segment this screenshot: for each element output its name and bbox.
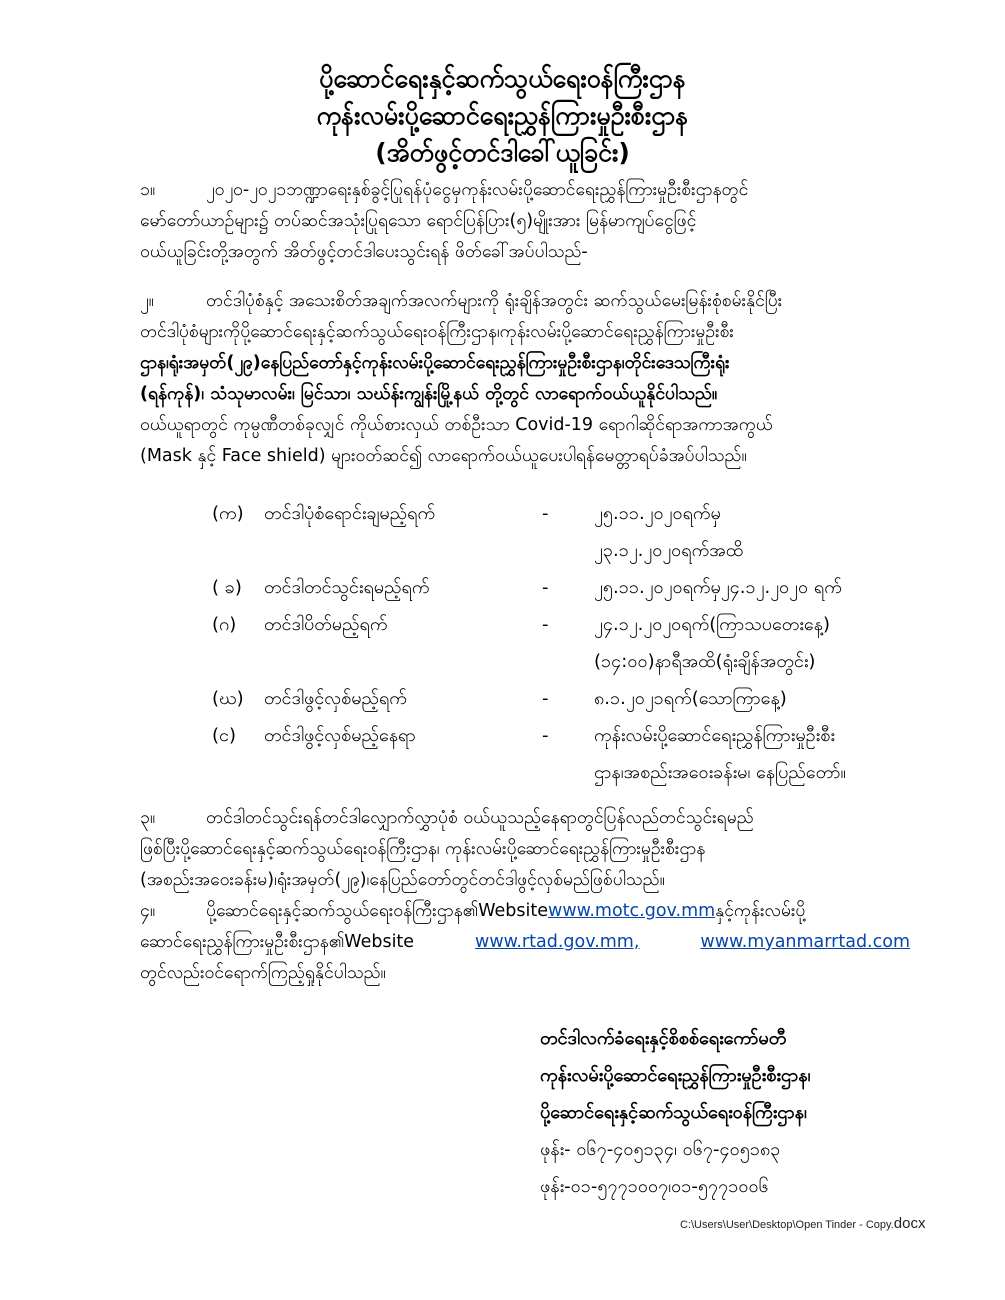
para2-line xyxy=(140,317,910,348)
schedule-value: ၂၅.၁၁.၂၀၂၀ရက်မှ၂၄.၁၂.၂၀၂၀ ရက် xyxy=(594,577,842,598)
schedule-row xyxy=(212,495,932,532)
schedule-value: (၁၄:၀၀)နာရီအထိ(ရုံးချိန်အတွင်း) xyxy=(594,651,816,672)
signature-block xyxy=(540,1020,810,1205)
file-path: C:\Users\User\Desktop\Open Tinder - Copy. xyxy=(680,1219,894,1231)
ministry-title: ပို့ဆောင်ရေးနှင့်ဆက်သွယ်ရေးဝန်ကြီးဌာန xyxy=(319,64,686,93)
schedule-value: ဌာန၊အစည်းအဝေးခန်းမ၊ နေပြည်တော်။ xyxy=(594,762,846,783)
file-extension: docx xyxy=(893,1215,926,1232)
schedule-text: တင်ဒါပုံစံရောင်းချမည့်ရက် xyxy=(264,503,436,524)
tender-schedule xyxy=(212,495,932,791)
schedule-label: (ဃ) xyxy=(212,688,244,709)
para2-text: တင်ဒါပုံစံများကိုပို့ဆောင်ရေးနှင့်ဆက်သွယ်ရေးဝန်ကြီးဌာန၊ကုန်းလမ်းပို့ဆောင်ရေးညွှန်ကြားမှုဦးစီး xyxy=(140,322,734,342)
para2-line xyxy=(140,410,910,441)
schedule-dash: - xyxy=(542,503,549,524)
department-title: ကုန်းလမ်းပို့ဆောင်ရေးညွှန်ကြားမှုဦးစီးဌာန xyxy=(316,101,689,130)
committee-name: တင်ဒါလက်ခံရေးနှင့်စိစစ်ရေးကော်မတီ xyxy=(540,1028,787,1049)
schedule-row-continuation xyxy=(212,754,932,791)
phone-line: ဖုန်း-၀၁-၅၇၇၁၀၀၇၊၀၁-၅၇၇၁၀၀၆ xyxy=(540,1176,769,1197)
schedule-row xyxy=(212,569,932,606)
para2-line xyxy=(140,348,910,379)
schedule-dash: - xyxy=(542,614,549,635)
schedule-value: ၂၄.၁၂.၂၀၂၀ရက်(ကြာသပတေးနေ့) xyxy=(594,614,830,635)
para2-text: ဝယ်ယူရာတွင် ကုမ္ပဏီတစ်ခုလျှင် ကိုယ်စားလှယ် တစ်ဦးသာ Covid-19 ရောဂါဆိုင်ရာအကာအကွယ် xyxy=(140,415,773,435)
para3-line xyxy=(140,803,910,834)
schedule-text: တင်ဒါပိတ်မည့်ရက် xyxy=(264,614,388,635)
department-name: ကုန်းလမ်းပို့ဆောင်ရေးညွှန်ကြားမှုဦးစီးဌာန၊ xyxy=(540,1065,811,1086)
para4-line xyxy=(140,958,910,989)
tender-title: (အိတ်ဖွင့်တင်ဒါခေါ်ယူခြင်း) xyxy=(375,138,630,167)
para2-line xyxy=(140,286,910,317)
schedule-row xyxy=(212,680,932,717)
para4-text: ပို့ဆောင်ရေးနှင့်ဆက်သွယ်ရေးဝန်ကြီးဌာန၏Website xyxy=(206,901,549,921)
schedule-value: ကုန်းလမ်းပို့ဆောင်ရေးညွှန်ကြားမှုဦးစီး xyxy=(594,725,835,746)
para1-line xyxy=(140,237,910,268)
para4-text: ဆောင်ရေးညွှန်ကြားမှုဦးစီးဌာန၏Website xyxy=(140,932,415,952)
schedule-dash: - xyxy=(542,577,549,598)
para1-text: ဝယ်ယူခြင်းတို့အတွက် အိတ်ဖွင့်တင်ဒါပေးသွင်းရန် ဖိတ်ခေါ်အပ်ပါသည်- xyxy=(140,242,588,262)
paragraph-3 xyxy=(140,803,910,896)
paragraph-4 xyxy=(140,896,910,989)
schedule-label: (က) xyxy=(212,503,244,524)
para1-number: ၁။ xyxy=(140,180,156,200)
rtad-website-link[interactable]: www.rtad.gov.mm, xyxy=(475,932,640,952)
para3-line xyxy=(140,834,910,865)
para4-line xyxy=(140,927,910,958)
schedule-row-continuation xyxy=(212,643,932,680)
para2-line xyxy=(140,441,910,472)
document-header xyxy=(0,60,1005,171)
schedule-row xyxy=(212,606,932,643)
para3-text: တင်ဒါတင်သွင်းရန်တင်ဒါလျှောက်လွှာပုံစံ ဝယ်ယူသည့်နေရာတွင်ပြန်လည်တင်သွင်းရမည် xyxy=(206,808,754,828)
para3-line xyxy=(140,865,910,896)
para2-text: (Mask နှင့် Face shield) များဝတ်ဆင်၍ လာရောက်ဝယ်ယူပေးပါရန်မေတ္တာရပ်ခံအပ်ပါသည်။ xyxy=(140,446,747,466)
ministry-name: ပို့ဆောင်ရေးနှင့်ဆက်သွယ်ရေးဝန်ကြီးဌာန၊ xyxy=(540,1102,807,1123)
myanmarrtad-website-link[interactable]: www.myanmarrtad.com xyxy=(700,932,910,952)
para4-text: တွင်လည်းဝင်ရောက်ကြည့်ရှုနိုင်ပါသည်။ xyxy=(140,963,386,983)
para4-text: နှင့်ကုန်းလမ်းပို့ xyxy=(715,901,806,921)
para4-number: ၄။ xyxy=(140,901,156,921)
schedule-value: ၂၃.၁၂.၂၀၂၀ရက်အထိ xyxy=(594,540,744,561)
motc-website-link[interactable]: www.motc.gov.mm xyxy=(548,901,716,921)
para2-text: တင်ဒါပုံစံနှင့် အသေးစိတ်အချက်အလက်များကို ရုံးချိန်အတွင်း ဆက်သွယ်မေးမြန်းစုံစမ်းနိုင်ပြီး xyxy=(206,291,783,311)
paragraph-1 xyxy=(140,175,910,268)
schedule-dash: - xyxy=(542,725,549,746)
schedule-value: ၂၅.၁၁.၂၀၂၀ရက်မှ xyxy=(594,503,721,524)
schedule-dash: - xyxy=(542,688,549,709)
schedule-row xyxy=(212,717,932,754)
schedule-text: တင်ဒါဖွင့်လှစ်မည့်ရက် xyxy=(264,688,407,709)
phone-line: ဖုန်း- ၀၆၇-၄၀၅၁၃၄၊ ၀၆၇-၄၀၅၁၈၃ xyxy=(540,1139,781,1160)
schedule-row-continuation xyxy=(212,532,932,569)
schedule-text: တင်ဒါဖွင့်လှစ်မည့်နေရာ xyxy=(264,725,416,746)
para3-text: ဖြစ်ပြီးပို့ဆောင်ရေးနှင့်ဆက်သွယ်ရေးဝန်ကြီးဌာန၊ ကုန်းလမ်းပို့ဆောင်ရေးညွှန်ကြားမှုဦးစီးဌာန xyxy=(140,839,706,859)
para2-text: ဌာန၊ရုံးအမှတ်(၂၉)နေပြည်တော်နှင့်ကုန်းလမ်းပို့ဆောင်ရေးညွှန်ကြားမှုဦးစီးဌာန၊တိုင်းဒေသကြီးရုံး xyxy=(140,353,730,373)
para1-text: မော်တော်ယာဉ်များ၌ တပ်ဆင်အသုံးပြုရသော ရောင်ပြန်ပြား(၅)မျိုးအား မြန်မာကျပ်ငွေဖြင့် xyxy=(140,211,697,231)
para1-line xyxy=(140,206,910,237)
para1-line xyxy=(140,175,910,206)
schedule-label: ( ခ) xyxy=(212,577,242,598)
schedule-label: (ဂ) xyxy=(212,614,237,635)
schedule-value: ၈.၁.၂၀၂၁ရက်(သောကြာနေ့) xyxy=(594,688,787,709)
para3-text: (အစည်းအဝေးခန်းမ)၊ရုံးအမှတ်(၂၉)၊နေပြည်တော်တွင်တင်ဒါဖွင့်လှစ်မည်ဖြစ်ပါသည်။ xyxy=(140,870,665,890)
schedule-label: (င) xyxy=(212,725,237,746)
file-path-footer xyxy=(680,1215,925,1232)
para2-text: (ရန်ကုန်)၊ သံသုမာလမ်း၊ မြင်သာ၊ သဃ်န်းကျွန်းမြို့နယ် တို့တွင် လာရောက်ဝယ်ယူနိုင်ပါသည်။ xyxy=(140,384,718,404)
para2-line xyxy=(140,379,910,410)
paragraph-2 xyxy=(140,286,910,472)
schedule-text: တင်ဒါတင်သွင်းရမည့်ရက် xyxy=(264,577,430,598)
para3-number: ၃။ xyxy=(140,808,156,828)
para1-text: ၂၀၂၀-၂၀၂၁ဘဏ္ဍာရေးနှစ်ခွင့်ပြုရန်ပုံငွေမှကုန်းလမ်းပို့ဆောင်ရေးညွှန်ကြားမှုဦးစီးဌာနတွင် xyxy=(206,180,749,200)
para2-number: ၂။ xyxy=(140,291,154,311)
para4-line xyxy=(140,896,910,927)
